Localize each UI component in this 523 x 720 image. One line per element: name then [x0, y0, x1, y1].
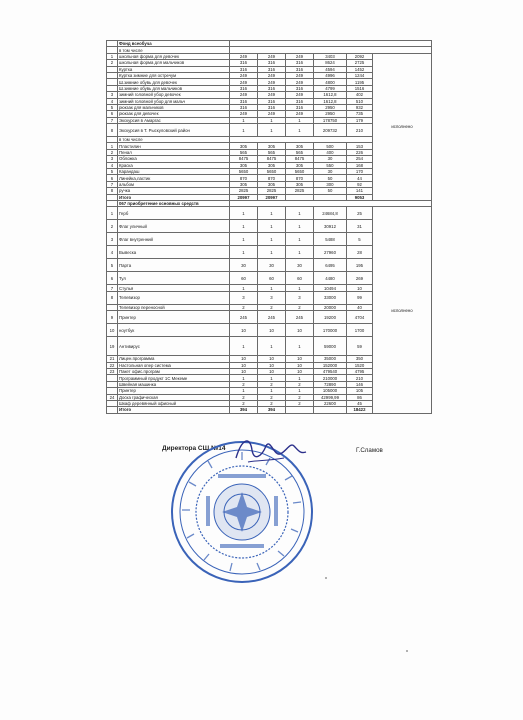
- item-name: Тул: [118, 272, 230, 285]
- value-cell: 10: [230, 362, 258, 368]
- item-name: Телевизор переносной: [118, 304, 230, 310]
- value-cell: 170: [347, 169, 373, 175]
- value-cell: 249: [286, 79, 314, 85]
- value-cell: 1: [230, 375, 258, 381]
- item-name: Пластилин: [118, 143, 230, 149]
- value-cell: 316: [230, 66, 258, 72]
- value-cell: 305: [258, 162, 286, 168]
- value-cell: 86: [347, 394, 373, 400]
- item-name: Краска: [118, 162, 230, 168]
- value-cell: 1: [286, 117, 314, 123]
- value-cell: 31: [347, 220, 373, 233]
- value-cell: 316: [258, 98, 286, 104]
- value-cell: 30: [314, 156, 347, 162]
- row-number: 5: [107, 259, 118, 272]
- row-number: 8: [107, 188, 118, 194]
- item-name: Доска графическая: [118, 394, 230, 400]
- value-cell: 4704: [347, 311, 373, 324]
- total-label: Итого: [118, 407, 230, 413]
- value-cell: 2725: [347, 60, 373, 66]
- value-cell: 479540: [314, 368, 347, 374]
- value-cell: 316: [286, 104, 314, 110]
- value-cell: 1: [230, 388, 258, 394]
- value-cell: 3: [258, 291, 286, 304]
- value-cell: 400: [314, 149, 347, 155]
- value-cell: 1: [230, 285, 258, 291]
- value-cell: 1700: [347, 324, 373, 337]
- value-cell: 300: [314, 181, 347, 187]
- item-name: Антивирус: [118, 337, 230, 356]
- item-name: Куртка: [118, 66, 230, 72]
- value-cell: 10: [258, 324, 286, 337]
- item-name: Настольная опер система: [118, 362, 230, 368]
- value-cell: 316: [258, 60, 286, 66]
- item-name: Обложка: [118, 156, 230, 162]
- value-cell: 5650: [258, 169, 286, 175]
- row-number: 3: [107, 233, 118, 246]
- value-cell: 33000: [314, 291, 347, 304]
- value-cell: 19200: [314, 311, 347, 324]
- item-name: зимний головной убор для мальч: [118, 98, 230, 104]
- value-cell: 1: [258, 285, 286, 291]
- item-name: Стулья: [118, 285, 230, 291]
- value-cell: 24684,8: [314, 207, 347, 220]
- item-name: Принтер: [118, 388, 230, 394]
- value-cell: 1612,8: [314, 98, 347, 104]
- value-cell: 92: [347, 181, 373, 187]
- value-cell: 2: [258, 400, 286, 406]
- item-name: Экскурсия в Амаргас: [118, 117, 230, 123]
- table-cell: [107, 407, 118, 413]
- table-cell: [286, 407, 314, 413]
- value-cell: 44: [347, 175, 373, 181]
- row-number: 7: [107, 181, 118, 187]
- value-cell: 1: [230, 220, 258, 233]
- value-cell: 305: [230, 143, 258, 149]
- value-cell: 1: [230, 246, 258, 259]
- value-cell: 60: [230, 272, 258, 285]
- value-cell: 2: [286, 400, 314, 406]
- value-cell: 2950: [314, 104, 347, 110]
- item-name: Герб: [118, 207, 230, 220]
- value-cell: 249: [286, 72, 314, 78]
- value-cell: 3: [286, 291, 314, 304]
- value-cell: 35000: [314, 356, 347, 362]
- scan-speck: [325, 577, 327, 579]
- value-cell: 210: [347, 124, 373, 137]
- value-cell: 10: [230, 324, 258, 337]
- value-cell: 1: [286, 124, 314, 137]
- value-cell: 10: [286, 356, 314, 362]
- item-name: рюкзак для мальчиков: [118, 104, 230, 110]
- value-cell: 10: [347, 285, 373, 291]
- signature: [228, 432, 308, 468]
- value-cell: 8475: [230, 156, 258, 162]
- value-cell: 2950: [314, 111, 347, 117]
- item-name: школьная форма для девочек: [118, 53, 230, 59]
- value-cell: 30: [258, 259, 286, 272]
- item-name: рюкзак для девочек: [118, 111, 230, 117]
- value-cell: 565: [230, 149, 258, 155]
- value-cell: 146: [347, 381, 373, 387]
- value-cell: 249: [230, 92, 258, 98]
- row-number: 8: [107, 291, 118, 304]
- value-cell: 5488: [314, 233, 347, 246]
- value-cell: 249: [286, 111, 314, 117]
- row-number: 22: [107, 362, 118, 368]
- value-cell: 2825: [286, 188, 314, 194]
- row-number: 7: [107, 117, 118, 123]
- item-name: Парта: [118, 259, 230, 272]
- value-cell: 2092: [347, 53, 373, 59]
- value-cell: 350: [347, 356, 373, 362]
- row-number: 8: [107, 124, 118, 137]
- value-cell: 8475: [258, 156, 286, 162]
- value-cell: 1: [286, 233, 314, 246]
- value-cell: 1: [258, 246, 286, 259]
- value-cell: 249: [258, 53, 286, 59]
- value-cell: 316: [258, 66, 286, 72]
- value-cell: 3: [230, 291, 258, 304]
- row-number: 24: [107, 394, 118, 400]
- item-name: Флаг уличный: [118, 220, 230, 233]
- value-cell: 30: [314, 169, 347, 175]
- value-cell: 305: [230, 181, 258, 187]
- value-cell: 10: [258, 362, 286, 368]
- value-cell: 5650: [230, 169, 258, 175]
- value-cell: 1: [286, 285, 314, 291]
- item-name: Телевизор: [118, 291, 230, 304]
- value-cell: 1: [258, 117, 286, 123]
- value-cell: 25: [347, 207, 373, 220]
- value-cell: 305: [286, 162, 314, 168]
- value-cell: 1: [230, 207, 258, 220]
- total-label: Итого: [118, 194, 230, 200]
- row-number: 9: [107, 311, 118, 324]
- scan-speck: [406, 650, 408, 652]
- signer-name: Г.Сламов: [356, 447, 383, 454]
- value-cell: 99: [347, 291, 373, 304]
- value-cell: 316: [286, 85, 314, 91]
- value-cell: 30912: [314, 220, 347, 233]
- item-name: Принтер: [118, 311, 230, 324]
- value-cell: 316: [286, 98, 314, 104]
- value-cell: 178750: [314, 117, 347, 123]
- value-cell: 8475: [286, 156, 314, 162]
- value-cell: 226: [347, 149, 373, 155]
- value-cell: 249: [286, 92, 314, 98]
- value-cell: 209732: [314, 124, 347, 137]
- value-cell: 1: [258, 233, 286, 246]
- value-cell: 245: [286, 311, 314, 324]
- value-cell: 316: [230, 98, 258, 104]
- value-cell: 195: [347, 259, 373, 272]
- value-cell: 10: [258, 356, 286, 362]
- row-number: 2: [107, 60, 118, 66]
- row-number: 5: [107, 169, 118, 175]
- value-cell: 305: [258, 181, 286, 187]
- value-cell: 179: [347, 117, 373, 123]
- item-name: Флаг внутренний: [118, 233, 230, 246]
- value-cell: 1612,8: [314, 92, 347, 98]
- value-cell: 10494: [314, 285, 347, 291]
- item-name: Линейка,ластик: [118, 175, 230, 181]
- row-number: 3: [107, 156, 118, 162]
- total-value: 9053: [347, 194, 373, 200]
- item-name: ноутбук: [118, 324, 230, 337]
- value-cell: 50: [314, 175, 347, 181]
- item-name: Шкаф деревянный офисный: [118, 400, 230, 406]
- total-value: 18422: [347, 407, 373, 413]
- value-cell: 316: [286, 66, 314, 72]
- row-number: 2: [107, 220, 118, 233]
- value-cell: 249: [258, 79, 286, 85]
- value-cell: 1: [258, 207, 286, 220]
- row-number: 19: [107, 337, 118, 356]
- table-row: [107, 53, 432, 59]
- value-cell: 30: [286, 259, 314, 272]
- value-cell: 565: [258, 149, 286, 155]
- total-value: 20997: [258, 194, 286, 200]
- value-cell: 402: [347, 92, 373, 98]
- table-cell: [314, 407, 347, 413]
- value-cell: 316: [230, 85, 258, 91]
- value-cell: 45: [347, 400, 373, 406]
- value-cell: 10: [258, 368, 286, 374]
- value-cell: 1: [258, 337, 286, 356]
- value-cell: 1520: [347, 362, 373, 368]
- value-cell: 210000: [314, 375, 347, 381]
- row-number: 3: [107, 92, 118, 98]
- value-cell: 60: [258, 272, 286, 285]
- item-name: Карандаш: [118, 169, 230, 175]
- value-cell: 141: [347, 188, 373, 194]
- value-cell: 510: [347, 98, 373, 104]
- value-cell: 2: [258, 304, 286, 310]
- table-row: [107, 207, 432, 220]
- value-cell: 316: [286, 60, 314, 66]
- budget-table: [106, 40, 432, 414]
- director-label: Директора СШ №14: [162, 445, 226, 452]
- value-cell: 305: [258, 143, 286, 149]
- value-cell: 59000: [314, 337, 347, 356]
- value-cell: 2825: [230, 188, 258, 194]
- value-cell: 1: [286, 246, 314, 259]
- value-cell: 2: [230, 304, 258, 310]
- value-cell: 735: [347, 111, 373, 117]
- value-cell: 2: [230, 394, 258, 400]
- row-number: 7: [107, 285, 118, 291]
- value-cell: 249: [230, 72, 258, 78]
- value-cell: 1: [258, 124, 286, 137]
- value-cell: 1244: [347, 72, 373, 78]
- value-cell: 105000: [314, 388, 347, 394]
- value-cell: 550: [314, 162, 347, 168]
- value-cell: 10: [230, 356, 258, 362]
- item-name: Куртка зимние для остречум: [118, 72, 230, 78]
- value-cell: 269: [347, 272, 373, 285]
- item-name: Пенал: [118, 149, 230, 155]
- value-cell: 1: [230, 337, 258, 356]
- value-cell: 30: [230, 259, 258, 272]
- section-subtitle: в том числе: [118, 137, 230, 143]
- value-cell: 28: [347, 246, 373, 259]
- value-cell: 870: [258, 175, 286, 181]
- value-cell: 249: [230, 53, 258, 59]
- row-number: 4: [107, 246, 118, 259]
- value-cell: 50: [314, 188, 347, 194]
- value-cell: 305: [286, 181, 314, 187]
- value-cell: 1516: [347, 85, 373, 91]
- item-name: зимний головной убор девочек: [118, 92, 230, 98]
- value-cell: 870: [286, 175, 314, 181]
- value-cell: 4480: [314, 272, 347, 285]
- value-cell: 2: [258, 394, 286, 400]
- value-cell: 1: [286, 388, 314, 394]
- total-value: 394: [230, 407, 258, 413]
- value-cell: 316: [258, 104, 286, 110]
- value-cell: 170000: [314, 324, 347, 337]
- row-number: 4: [107, 162, 118, 168]
- row-number: 1: [107, 143, 118, 149]
- section-title: 067 приобретение основных средств: [118, 200, 230, 206]
- value-cell: 1: [286, 220, 314, 233]
- value-cell: 245: [230, 311, 258, 324]
- value-cell: 59: [347, 337, 373, 356]
- value-cell: 2825: [258, 188, 286, 194]
- row-number: 10: [107, 324, 118, 337]
- value-cell: 249: [258, 72, 286, 78]
- value-cell: 500: [314, 143, 347, 149]
- value-cell: 2: [286, 394, 314, 400]
- row-number: 5: [107, 104, 118, 110]
- value-cell: 1: [286, 375, 314, 381]
- value-cell: 1: [230, 117, 258, 123]
- value-cell: 1: [230, 233, 258, 246]
- row-number: 21: [107, 356, 118, 362]
- value-cell: 27960: [314, 246, 347, 259]
- item-name: Программный продукт 1С Мекеме: [118, 375, 230, 381]
- item-name: Экскурсия в Т. Рыскуловский район: [118, 124, 230, 137]
- value-cell: 1: [258, 220, 286, 233]
- value-cell: 4795: [347, 368, 373, 374]
- item-name: ручка: [118, 188, 230, 194]
- value-cell: 316: [230, 60, 258, 66]
- row-number: 1: [107, 207, 118, 220]
- item-name: альбом: [118, 181, 230, 187]
- item-name: Вывеска: [118, 246, 230, 259]
- value-cell: 254: [347, 156, 373, 162]
- value-cell: 1452: [347, 66, 373, 72]
- item-name: Пакет офис.програм: [118, 368, 230, 374]
- value-cell: 2: [230, 400, 258, 406]
- value-cell: 60: [286, 272, 314, 285]
- value-cell: 4799: [314, 85, 347, 91]
- value-cell: 249: [286, 53, 314, 59]
- row-number: 23: [107, 368, 118, 374]
- row-number: 2: [107, 149, 118, 155]
- status-note: исполнено: [373, 207, 432, 413]
- value-cell: 2: [286, 304, 314, 310]
- value-cell: 152000: [314, 362, 347, 368]
- section-subtitle: в том числе: [118, 47, 230, 53]
- value-cell: 2: [286, 381, 314, 387]
- value-cell: 5650: [286, 169, 314, 175]
- value-cell: 245: [258, 311, 286, 324]
- value-cell: 105: [347, 388, 373, 394]
- value-cell: 305: [286, 143, 314, 149]
- value-cell: 72890: [314, 381, 347, 387]
- value-cell: 4594: [314, 66, 347, 72]
- value-cell: 40: [347, 304, 373, 310]
- value-cell: 2: [258, 381, 286, 387]
- value-cell: 249: [258, 111, 286, 117]
- value-cell: 10: [286, 362, 314, 368]
- value-cell: 932: [347, 104, 373, 110]
- item-name: Ш.зимние обувь для девочек: [118, 79, 230, 85]
- value-cell: 870: [230, 175, 258, 181]
- value-cell: 4800: [314, 79, 347, 85]
- row-number: 6: [107, 272, 118, 285]
- item-name: Швейная машинка: [118, 381, 230, 387]
- value-cell: 10: [286, 368, 314, 374]
- row-number: 6: [107, 175, 118, 181]
- value-cell: 316: [230, 104, 258, 110]
- status-note: исполнено: [373, 53, 432, 200]
- value-cell: 1: [258, 388, 286, 394]
- section-title: Фонд всеобуча: [118, 41, 230, 47]
- value-cell: 305: [230, 162, 258, 168]
- value-cell: 210: [347, 375, 373, 381]
- value-cell: 1: [286, 207, 314, 220]
- row-number: 6: [107, 111, 118, 117]
- item-name: школьная форма для мальчиков: [118, 60, 230, 66]
- value-cell: 2: [230, 381, 258, 387]
- value-cell: 316: [258, 85, 286, 91]
- value-cell: 10: [230, 368, 258, 374]
- value-cell: 5: [347, 233, 373, 246]
- value-cell: 1195: [347, 79, 373, 85]
- value-cell: 1: [258, 375, 286, 381]
- total-value: 20997: [230, 194, 258, 200]
- value-cell: 1: [230, 124, 258, 137]
- row-number: 1: [107, 53, 118, 59]
- value-cell: 249: [230, 79, 258, 85]
- value-cell: 6495: [314, 259, 347, 272]
- item-name: Лицен.программа: [118, 356, 230, 362]
- value-cell: 153: [347, 143, 373, 149]
- total-value: 394: [258, 407, 286, 413]
- value-cell: 10: [286, 324, 314, 337]
- value-cell: 22600: [314, 400, 347, 406]
- value-cell: 3403: [314, 53, 347, 59]
- value-cell: 42999,99: [314, 394, 347, 400]
- value-cell: 565: [286, 149, 314, 155]
- value-cell: 249: [230, 111, 258, 117]
- value-cell: 168: [347, 162, 373, 168]
- item-name: Ш.зимние обувь для мальчиков: [118, 85, 230, 91]
- value-cell: 20000: [314, 304, 347, 310]
- value-cell: 1: [286, 337, 314, 356]
- row-number: 4: [107, 98, 118, 104]
- value-cell: 4996: [314, 72, 347, 78]
- value-cell: 8624: [314, 60, 347, 66]
- value-cell: 249: [258, 92, 286, 98]
